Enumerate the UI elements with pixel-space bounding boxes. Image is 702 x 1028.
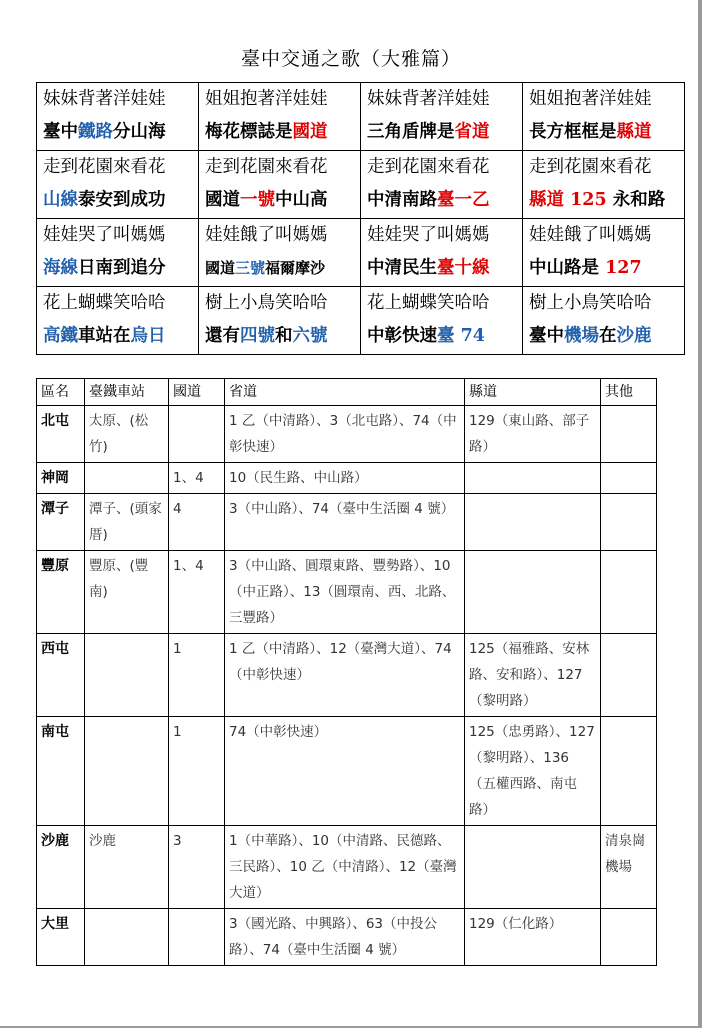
roads-cell-area: 神岡 [37,463,85,494]
roads-cell-other [601,634,657,717]
song-cell [361,83,523,151]
song-road-segment: 國道 [292,122,328,142]
roads-cell-area: 沙鹿 [37,826,85,909]
song-road-segment: 中山高 [275,190,328,210]
song-road-segment: 中彰快速 [367,326,437,346]
song-road-segment: 一號 [240,190,275,210]
song-road-segment: 海線 [43,258,78,278]
song-road-segment: 永和路 [606,190,666,210]
song-road-line [529,117,684,147]
song-lyric-line: 樹上小鳥笑哈哈 [529,293,652,313]
roads-cell-station [85,717,169,826]
song-road-segment: 臺中 [43,122,78,142]
song-road-segment: 中山路是 [529,258,606,278]
song-cell [523,151,685,219]
page-title: 臺中交通之歌（大雅篇） [240,48,461,70]
song-road-line [205,185,360,215]
header-provincial: 省道 [225,379,465,406]
roads-cell-national [169,909,225,966]
song-lyric-line: 妹妹背著洋娃娃 [367,89,490,109]
roads-table [36,378,657,966]
roads-cell-county [465,494,601,551]
roads-cell-national: 1 [169,634,225,717]
roads-cell-other [601,717,657,826]
roads-row [37,406,657,463]
roads-cell-station: 潭子、(頭家厝) [85,494,169,551]
song-lyric-line: 樹上小鳥笑哈哈 [205,293,328,313]
roads-cell-national: 3 [169,826,225,909]
roads-cell-provincial: 3（中山路、圓環東路、豐勢路）、10（中正路）、13（圓環南、西、北路、三豐路） [225,551,465,634]
roads-cell-area: 西屯 [37,634,85,717]
header-area: 區名 [37,379,85,406]
song-road-line [43,185,198,215]
song-lyric-line: 花上蝴蝶笑哈哈 [43,293,166,313]
song-road-segment: 中清民生 [367,258,437,278]
song-road-segment: 臺中 [529,326,564,346]
song-row [37,287,685,355]
roads-cell-station [85,463,169,494]
song-road-segment: 還有 [205,326,240,346]
song-road-line [367,117,522,147]
song-road-line [529,321,684,351]
song-cell [523,287,685,355]
song-road-segment: 127 [605,258,642,278]
song-road-segment: 三角盾牌是 [367,122,455,142]
song-lyric-line: 走到花園來看花 [43,157,166,177]
roads-cell-area: 潭子 [37,494,85,551]
song-road-segment: 臺 74 [437,326,485,346]
song-lyric-line: 娃娃餓了叫媽媽 [205,225,328,245]
song-cell [361,287,523,355]
song-cell [37,83,199,151]
song-lyric-line: 妹妹背著洋娃娃 [43,89,166,109]
roads-row [37,463,657,494]
header-other: 其他 [601,379,657,406]
roads-cell-other [601,463,657,494]
roads-cell-provincial: 3（中山路）、74（臺中生活圈 4 號） [225,494,465,551]
roads-cell-other [601,909,657,966]
song-cell [37,151,199,219]
roads-cell-national: 1 [169,717,225,826]
roads-cell-national [169,406,225,463]
song-road-line [367,321,522,351]
song-lyric-line: 花上蝴蝶笑哈哈 [367,293,490,313]
song-road-segment: 縣道 125 [529,190,607,210]
song-cell [37,287,199,355]
song-road-segment: 鐵路 [78,122,113,142]
song-road-segment: 梅花標誌是 [205,122,293,142]
song-road-segment: 臺十線 [437,258,490,278]
roads-cell-county [465,463,601,494]
song-row [37,151,685,219]
roads-cell-area: 南屯 [37,717,85,826]
song-road-segment: 高鐵 [43,326,78,346]
roads-cell-provincial: 1 乙（中清路）、12（臺灣大道）、74（中彰快速） [225,634,465,717]
roads-cell-county: 129（東山路、部子路） [465,406,601,463]
song-cell [523,83,685,151]
song-row [37,83,685,151]
song-road-segment: 日南到追分 [78,258,166,278]
song-road-segment: 三號 [235,259,266,277]
song-road-segment: 國道 [205,190,240,210]
roads-cell-provincial: 3（國光路、中興路）、63（中投公路）、74（臺中生活圈 4 號） [225,909,465,966]
roads-cell-national: 1、4 [169,463,225,494]
roads-cell-county: 125（忠勇路）、127（黎明路）、136（五權西路、南屯路） [465,717,601,826]
roads-row [37,826,657,909]
song-cell [199,151,361,219]
header-station: 臺鐵車站 [85,379,169,406]
song-lyric-line: 娃娃哭了叫媽媽 [43,225,166,245]
song-road-segment: 分山海 [113,122,166,142]
song-road-segment: 六號 [292,326,328,346]
song-road-segment: 烏日 [130,326,166,346]
song-lyric-line: 姐姐抱著洋娃娃 [205,89,328,109]
song-cell [361,151,523,219]
roads-cell-other [601,551,657,634]
roads-cell-county: 129（仁化路） [465,909,601,966]
song-road-segment: 機場 [564,326,599,346]
roads-row [37,909,657,966]
roads-cell-station [85,909,169,966]
roads-row [37,551,657,634]
song-lyric-line: 走到花園來看花 [205,157,328,177]
song-road-segment: 省道 [454,122,490,142]
song-road-line [43,117,198,147]
song-road-line [205,117,360,147]
song-cell [199,219,361,287]
roads-cell-county [465,826,601,909]
roads-cell-national: 4 [169,494,225,551]
header-national: 國道 [169,379,225,406]
song-road-segment: 沙鹿 [616,326,652,346]
song-road-line [205,321,360,351]
header-county: 縣道 [465,379,601,406]
song-road-segment: 和 [275,326,293,346]
roads-cell-station [85,634,169,717]
song-lyric-line: 娃娃餓了叫媽媽 [529,225,652,245]
song-cell [199,287,361,355]
song-road-segment: 山線 [43,190,78,210]
roads-cell-county: 125（福雅路、安林路、安和路）、127（黎明路） [465,634,601,717]
song-road-segment: 在 [599,326,617,346]
roads-cell-station: 沙鹿 [85,826,169,909]
song-cell [523,219,685,287]
roads-cell-county [465,551,601,634]
song-road-segment: 四號 [240,326,275,346]
song-road-segment: 泰安到成功 [78,190,166,210]
song-road-line [205,253,360,283]
song-road-line [529,185,684,215]
song-cell [199,83,361,151]
song-road-segment: 長方框框是 [529,122,617,142]
song-road-segment: 縣道 [616,122,652,142]
roads-header-row [37,379,657,406]
roads-cell-station: 豐原、(豐南) [85,551,169,634]
roads-row [37,634,657,717]
roads-cell-area: 豐原 [37,551,85,634]
roads-cell-other: 清泉崗機場 [601,826,657,909]
roads-cell-provincial: 1（中華路）、10（中清路、民德路、三民路）、10 乙（中清路）、12（臺灣大道） [225,826,465,909]
roads-cell-area: 大里 [37,909,85,966]
song-cell [361,219,523,287]
roads-cell-other [601,406,657,463]
roads-cell-station: 太原、(松竹) [85,406,169,463]
roads-cell-provincial: 1 乙（中清路）、3（北屯路）、74（中彰快速） [225,406,465,463]
song-lyric-line: 姐姐抱著洋娃娃 [529,89,652,109]
song-road-line [367,253,522,283]
song-lyric-line: 走到花園來看花 [529,157,652,177]
roads-cell-national: 1、4 [169,551,225,634]
song-row [37,219,685,287]
song-road-segment: 中清南路 [367,190,437,210]
song-road-line [43,253,198,283]
song-road-line [367,185,522,215]
song-road-segment: 福爾摩沙 [265,259,326,277]
song-table [36,82,685,355]
roads-cell-other [601,494,657,551]
song-road-segment: 臺一乙 [437,190,490,210]
song-road-line [529,253,684,283]
roads-cell-provincial: 74（中彰快速） [225,717,465,826]
roads-cell-provincial: 10（民生路、中山路） [225,463,465,494]
song-cell [37,219,199,287]
roads-cell-area: 北屯 [37,406,85,463]
song-road-line [43,321,198,351]
roads-row [37,494,657,551]
song-road-segment: 車站在 [78,326,131,346]
song-road-segment: 國道 [205,259,236,277]
song-lyric-line: 走到花園來看花 [367,157,490,177]
roads-row [37,717,657,826]
song-lyric-line: 娃娃哭了叫媽媽 [367,225,490,245]
